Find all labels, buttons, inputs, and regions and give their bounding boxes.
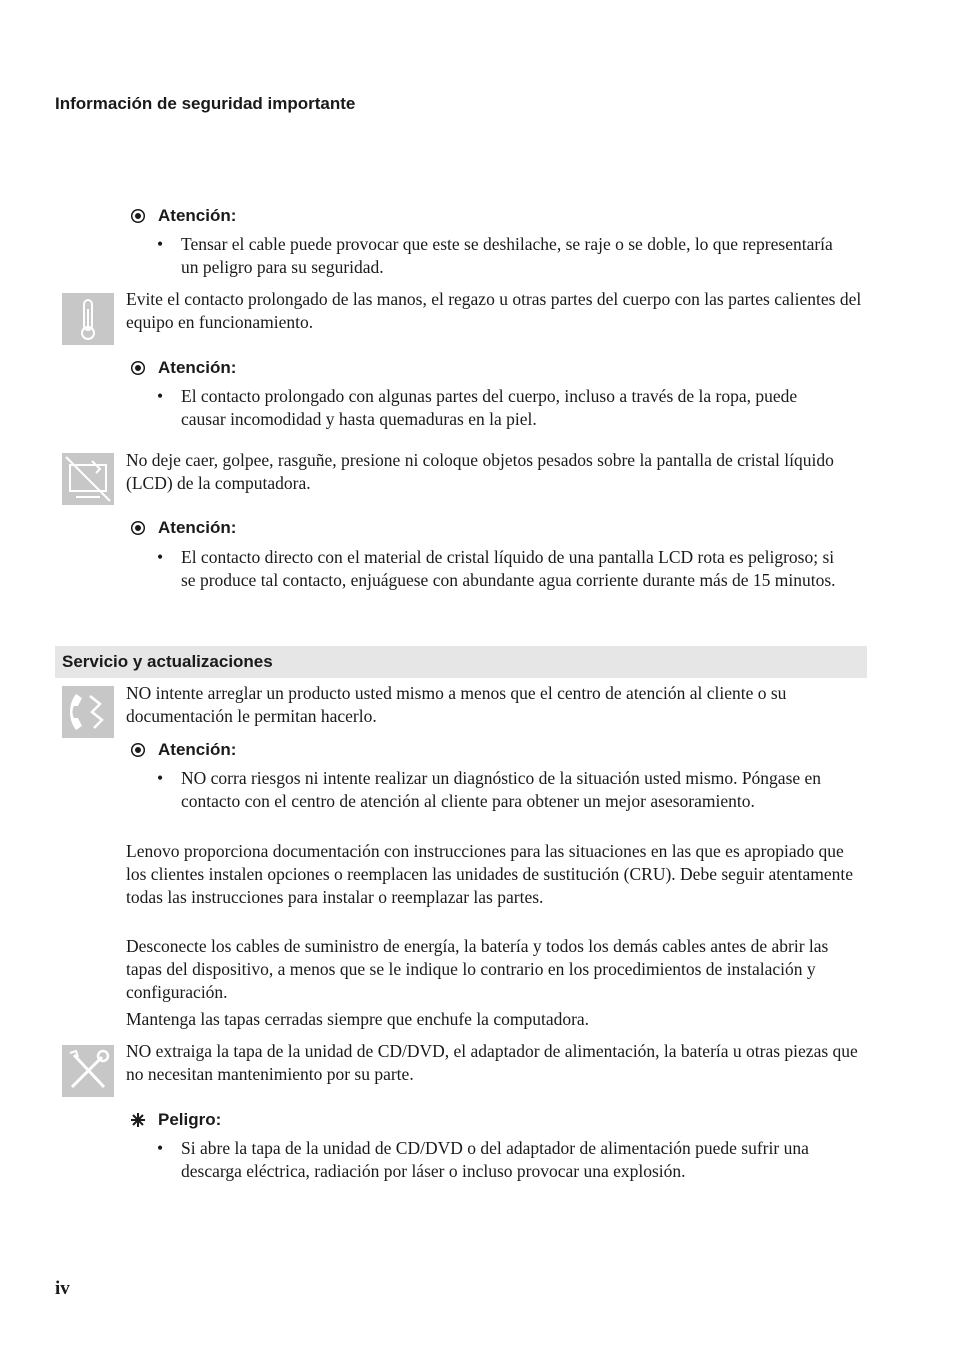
danger-bullet-text: Si abre la tapa de la unidad de CD/DVD o del adaptador de alimentación puede sufrir una descarga eléctrica, radiación por láser o incluso provocar una explosión. (181, 1138, 809, 1181)
bullet-item: • NO corra riesgos ni intente realizar un diagnóstico de la situación usted mismo. Póngase en contacto con el centro de atención al cliente para obtener un mejor asesoramiento. (157, 767, 841, 813)
thermometer-icon (62, 293, 114, 345)
paragraph-cru: Lenovo proporciona documentación con instrucciones para las situaciones en las que es apropiado que los clientes instalen opciones o reemplacen las unidades de sustitución (CRU). Debe seguir atentamente todas las instrucciones para instalar o reemplazar las partes. (126, 841, 854, 907)
lcd-bullet-text: El contacto directo con el material de cristal líquido de una pantalla LCD rota es peligroso; si se produce tal contacto, enjuáguese con abundante agua corriente durante más de 15 minutos. (181, 547, 836, 590)
service-bullet-text: NO corra riesgos ni intente realizar un diagnóstico de la situación usted mismo. Póngase en contacto con el centro de atención al cliente para obtener un mejor asesoramiento. (181, 768, 822, 811)
bullet-item: • El contacto prolongado con algunas partes del cuerpo, incluso a través de la ropa, puede causar incomodidad y hasta quemaduras en la piel. (157, 385, 841, 431)
heat-warning-text: Evite el contacto prolongado de las manos, el regazo u otras partes del cuerpo con las partes calientes del equipo en funcionamiento. (126, 289, 862, 332)
attention-heading-4 (130, 740, 236, 760)
heat-bullet-text: El contacto prolongado con algunas partes del cuerpo, incluso a través de la ropa, puede causar incomodidad y hasta quemaduras en la piel. (181, 386, 798, 429)
paragraph-covers: Mantenga las tapas cerradas siempre que enchufe la computadora. (126, 1009, 590, 1029)
page-number: iv (55, 1278, 70, 1299)
lcd-no-pressure-icon (62, 453, 114, 505)
page-header-title: Información de seguridad importante (55, 94, 356, 113)
danger-label: Peligro: (158, 1110, 222, 1129)
attention-label: Atención: (158, 740, 237, 759)
attention-icon (130, 208, 146, 224)
attention-icon (130, 742, 146, 758)
section-title: Servicio y actualizaciones (62, 652, 273, 671)
attention-label: Atención: (158, 206, 237, 225)
attention-icon (130, 360, 146, 376)
bullet-item: • El contacto directo con el material de cristal líquido de una pantalla LCD rota es peligroso; si se produce tal contacto, enjuáguese con abundante agua corriente durante más de 15 minutos. (157, 546, 841, 592)
tools-icon (62, 1045, 114, 1097)
lcd-warning-text: No deje caer, golpee, rasguñe, presione ni coloque objetos pesados sobre la pantalla de cristal líquido (LCD) de la computadora. (126, 450, 834, 493)
tools-text: NO extraiga la tapa de la unidad de CD/DVD, el adaptador de alimentación, la batería u otras piezas que no necesitan mantenimiento por su parte. (126, 1041, 858, 1084)
attention-label: Atención: (158, 358, 237, 377)
danger-heading (130, 1110, 221, 1130)
paragraph-disconnect: Desconecte los cables de suministro de energía, la batería y todos los demás cables antes de abrir las tapas del dispositivo, a menos que se le indique lo contrario en los procedimientos de instalación y configuración. (126, 936, 829, 1002)
danger-icon (130, 1112, 146, 1128)
bullet-item: • Si abre la tapa de la unidad de CD/DVD o del adaptador de alimentación puede sufrir una descarga eléctrica, radiación por láser o incluso provocar una explosión. (157, 1137, 841, 1183)
section-heading (55, 646, 867, 678)
attention-label: Atención: (158, 518, 237, 537)
attention-icon (130, 520, 146, 536)
attention-heading-3 (130, 518, 236, 538)
cable-bullet-text: Tensar el cable puede provocar que este se deshilache, se raje o se doble, lo que representaría un peligro para su seguridad. (181, 234, 833, 277)
attention-heading-1 (130, 206, 236, 226)
bullet-item: • Tensar el cable puede provocar que este se deshilache, se raje o se doble, lo que representaría un peligro para su seguridad. (157, 233, 841, 279)
attention-heading-2 (130, 358, 236, 378)
service-text: NO intente arreglar un producto usted mismo a menos que el centro de atención al cliente o su documentación le permitan hacerlo. (126, 683, 787, 726)
phone-service-icon (62, 686, 114, 738)
